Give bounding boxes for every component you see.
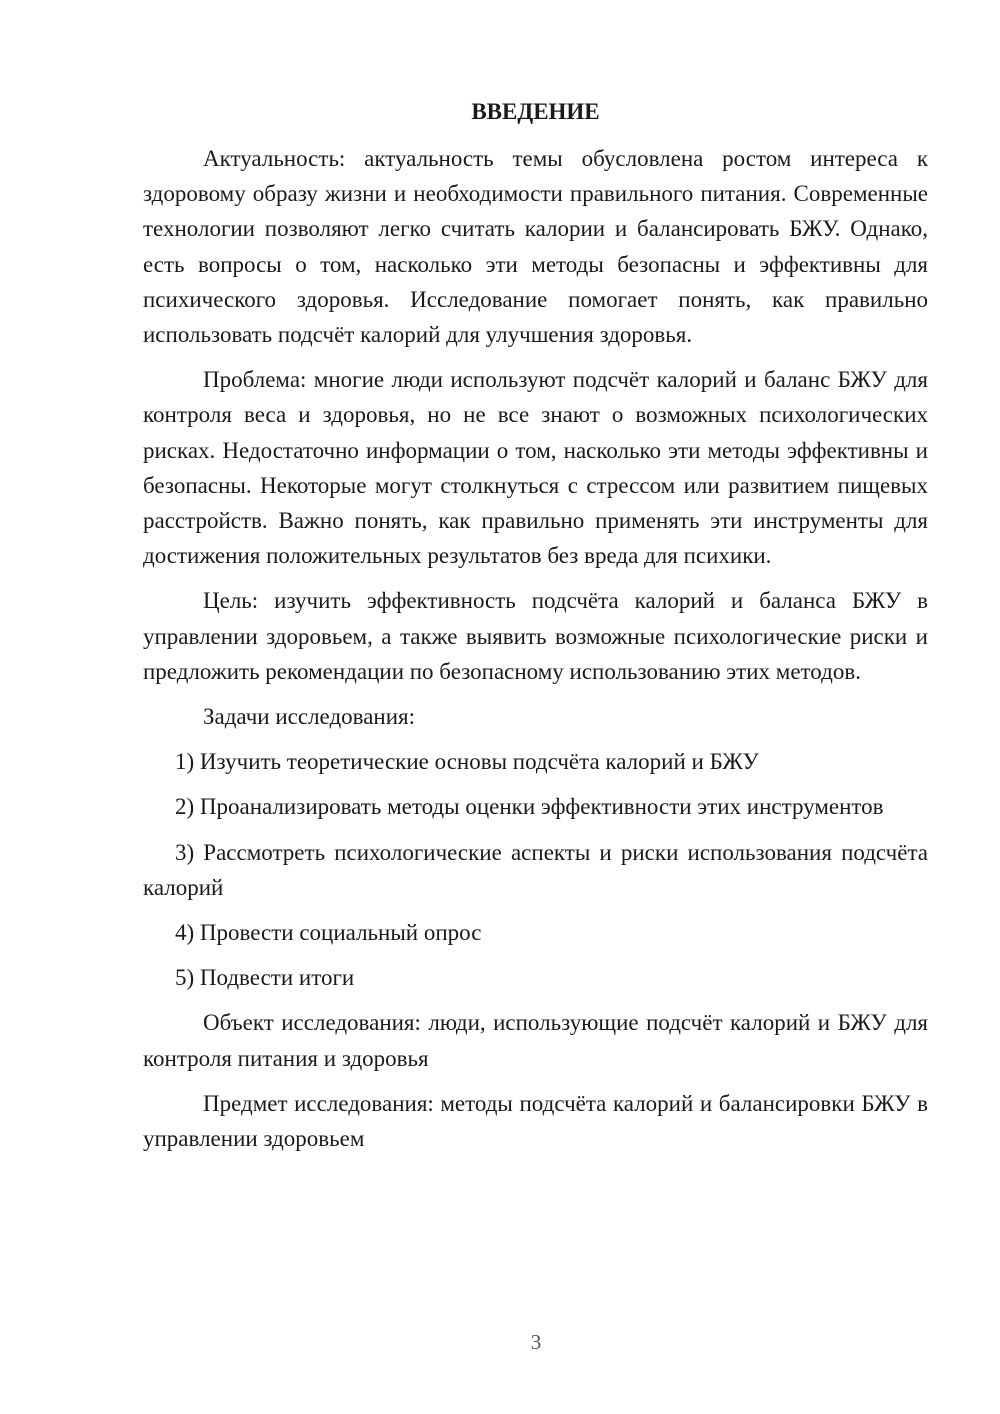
paragraph-subject: Предмет исследования: методы подсчёта калорий и балансировки БЖУ в управлении здоровьем xyxy=(143,1090,928,1152)
task-item-3: 3) Рассмотреть психологические аспекты и риски использования подсчёта калорий xyxy=(143,839,928,900)
tasks-heading: Задачи исследования: xyxy=(203,704,416,730)
page-number: 3 xyxy=(530,1330,542,1354)
page-content xyxy=(143,94,928,1166)
task-item-2: 2) Проанализировать методы оценки эффективности этих инструментов xyxy=(175,794,884,820)
paragraph-relevance: Актуальность: актуальность темы обусловлена ростом интереса к здоровому образу жизни и необходимости правильного питания. Современные технологии позволяют легко считать калории и балансировать БЖУ. Однако, есть вопросы о том, насколько эти методы безопасны и эффективны для психического здоровья. Исследование помогает понять, как правильно использовать подсчёт калорий для улучшения здоровья. xyxy=(143,146,928,348)
section-title: ВВЕДЕНИЕ xyxy=(471,99,600,124)
task-item-5: 5) Подвести итоги xyxy=(175,965,355,991)
paragraph-goal: Цель: изучить эффективность подсчёта калорий и баланса БЖУ в управлении здоровьем, а также выявить возможные психологические риски и предложить рекомендации по безопасному использованию этих методов. xyxy=(143,588,928,684)
paragraph-object: Объект исследования: люди, использующие подсчёт калорий и БЖУ для контроля питания и здоровья xyxy=(143,1010,928,1071)
task-item-4: 4) Провести социальный опрос xyxy=(175,920,482,946)
task-item-1: 1) Изучить теоретические основы подсчёта калорий и БЖУ xyxy=(175,749,759,775)
paragraph-problem: Проблема: многие люди используют подсчёт калорий и баланс БЖУ для контроля веса и здоровья, но не все знают о возможных психологических рисках. Недостаточно информации о том, насколько эти методы эффективны и безопасны. Некоторые могут столкнуться с стрессом или развитием пищевых расстройств. Важно понять, как правильно применять эти инструменты для достижения положительных результатов без вреда для психики. xyxy=(143,367,928,569)
